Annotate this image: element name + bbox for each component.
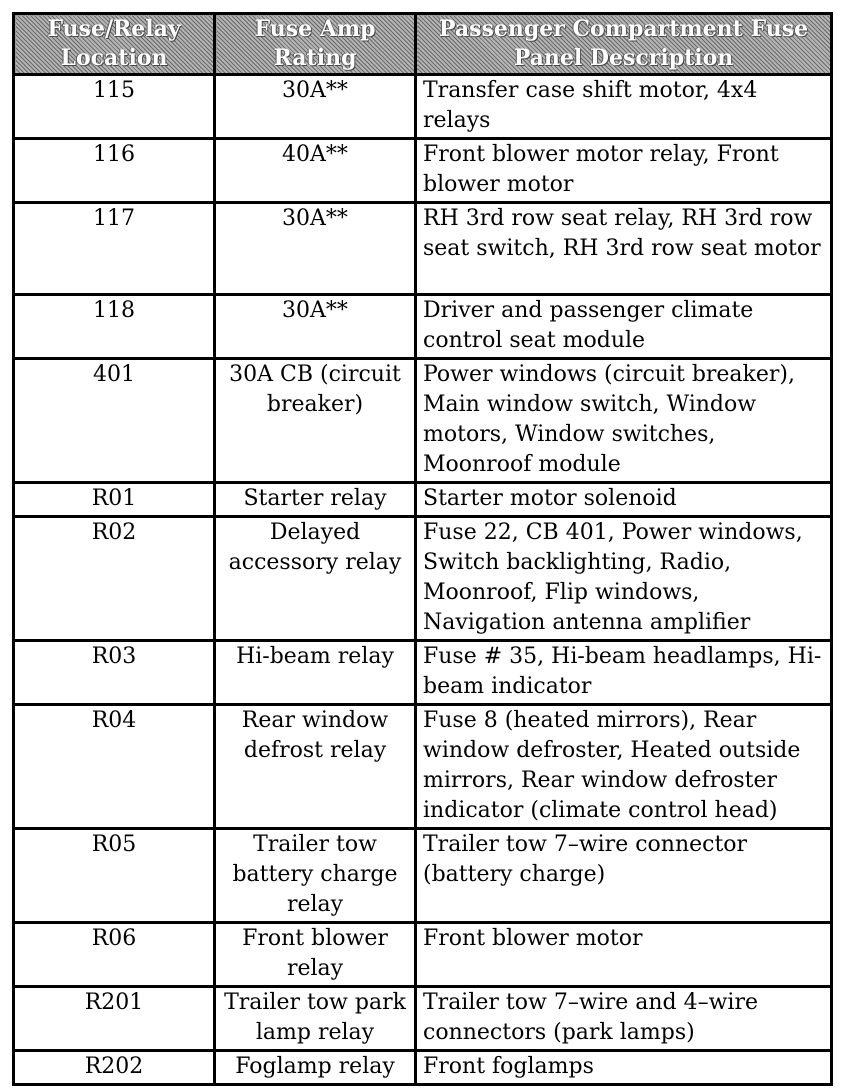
header-amp-rating: Fuse Amp Rating xyxy=(215,14,416,75)
cell-amp-rating: Foglamp relay xyxy=(215,1051,416,1085)
table-row xyxy=(14,829,832,923)
table-body xyxy=(14,75,832,1085)
header-location: Fuse/Relay Location xyxy=(14,14,215,75)
cell-location: R03 xyxy=(14,641,215,705)
cell-description: Driver and passenger climate control seat module xyxy=(416,295,832,359)
table-row xyxy=(14,705,832,829)
cell-amp-rating: 40A** xyxy=(215,139,416,203)
cell-amp-rating: Rear window defrost relay xyxy=(215,705,416,829)
cell-location: R04 xyxy=(14,705,215,829)
cell-description: Transfer case shift motor, 4x4 relays xyxy=(416,75,832,139)
cell-amp-rating: 30A** xyxy=(215,203,416,295)
cell-description: Fuse # 35, Hi-beam headlamps, Hi-beam indicator xyxy=(416,641,832,705)
cell-description: Trailer tow 7–wire and 4–wire connectors (park lamps) xyxy=(416,987,832,1051)
cell-amp-rating: 30A** xyxy=(215,75,416,139)
cell-description: Front foglamps xyxy=(416,1051,832,1085)
cell-amp-rating: Front blower relay xyxy=(215,923,416,987)
cell-location: R202 xyxy=(14,1051,215,1085)
table-row xyxy=(14,139,832,203)
cell-description: Front blower motor xyxy=(416,923,832,987)
cell-description: Starter motor solenoid xyxy=(416,483,832,517)
table-row xyxy=(14,295,832,359)
cell-location: 115 xyxy=(14,75,215,139)
cell-amp-rating: Hi-beam relay xyxy=(215,641,416,705)
table-row xyxy=(14,517,832,641)
cell-location: 118 xyxy=(14,295,215,359)
cell-amp-rating: 30A** xyxy=(215,295,416,359)
cell-description: Power windows (circuit breaker), Main window switch, Window motors, Window switches, Moonroof module xyxy=(416,359,832,483)
cell-location: 117 xyxy=(14,203,215,295)
cell-amp-rating: 30A CB (circuit breaker) xyxy=(215,359,416,483)
cell-location: R05 xyxy=(14,829,215,923)
cell-amp-rating: Trailer tow battery charge relay xyxy=(215,829,416,923)
cell-description: Fuse 8 (heated mirrors), Rear window defroster, Heated outside mirrors, Rear window defroster indicator (climate control head) xyxy=(416,705,832,829)
cell-description: Fuse 22, CB 401, Power windows, Switch backlighting, Radio, Moonroof, Flip windows, Navigation antenna amplifier xyxy=(416,517,832,641)
cell-amp-rating: Delayed accessory relay xyxy=(215,517,416,641)
cell-description: Front blower motor relay, Front blower motor xyxy=(416,139,832,203)
cell-description: Trailer tow 7–wire connector (battery charge) xyxy=(416,829,832,923)
cell-location: R06 xyxy=(14,923,215,987)
cell-location: 401 xyxy=(14,359,215,483)
cell-location: 116 xyxy=(14,139,215,203)
cell-amp-rating: Trailer tow park lamp relay xyxy=(215,987,416,1051)
header-description: Passenger Compartment Fuse Panel Description xyxy=(416,14,832,75)
fuse-relay-table xyxy=(12,12,833,1086)
table-header xyxy=(14,14,832,75)
table-row xyxy=(14,641,832,705)
cell-location: R201 xyxy=(14,987,215,1051)
table-row xyxy=(14,923,832,987)
table-row xyxy=(14,203,832,295)
table-row xyxy=(14,359,832,483)
table-row xyxy=(14,1051,832,1085)
table-row xyxy=(14,987,832,1051)
cell-description: RH 3rd row seat relay, RH 3rd row seat switch, RH 3rd row seat motor xyxy=(416,203,832,295)
cell-amp-rating: Starter relay xyxy=(215,483,416,517)
table-row xyxy=(14,483,832,517)
cell-location: R02 xyxy=(14,517,215,641)
cell-location: R01 xyxy=(14,483,215,517)
header-row xyxy=(14,14,832,75)
table-row xyxy=(14,75,832,139)
